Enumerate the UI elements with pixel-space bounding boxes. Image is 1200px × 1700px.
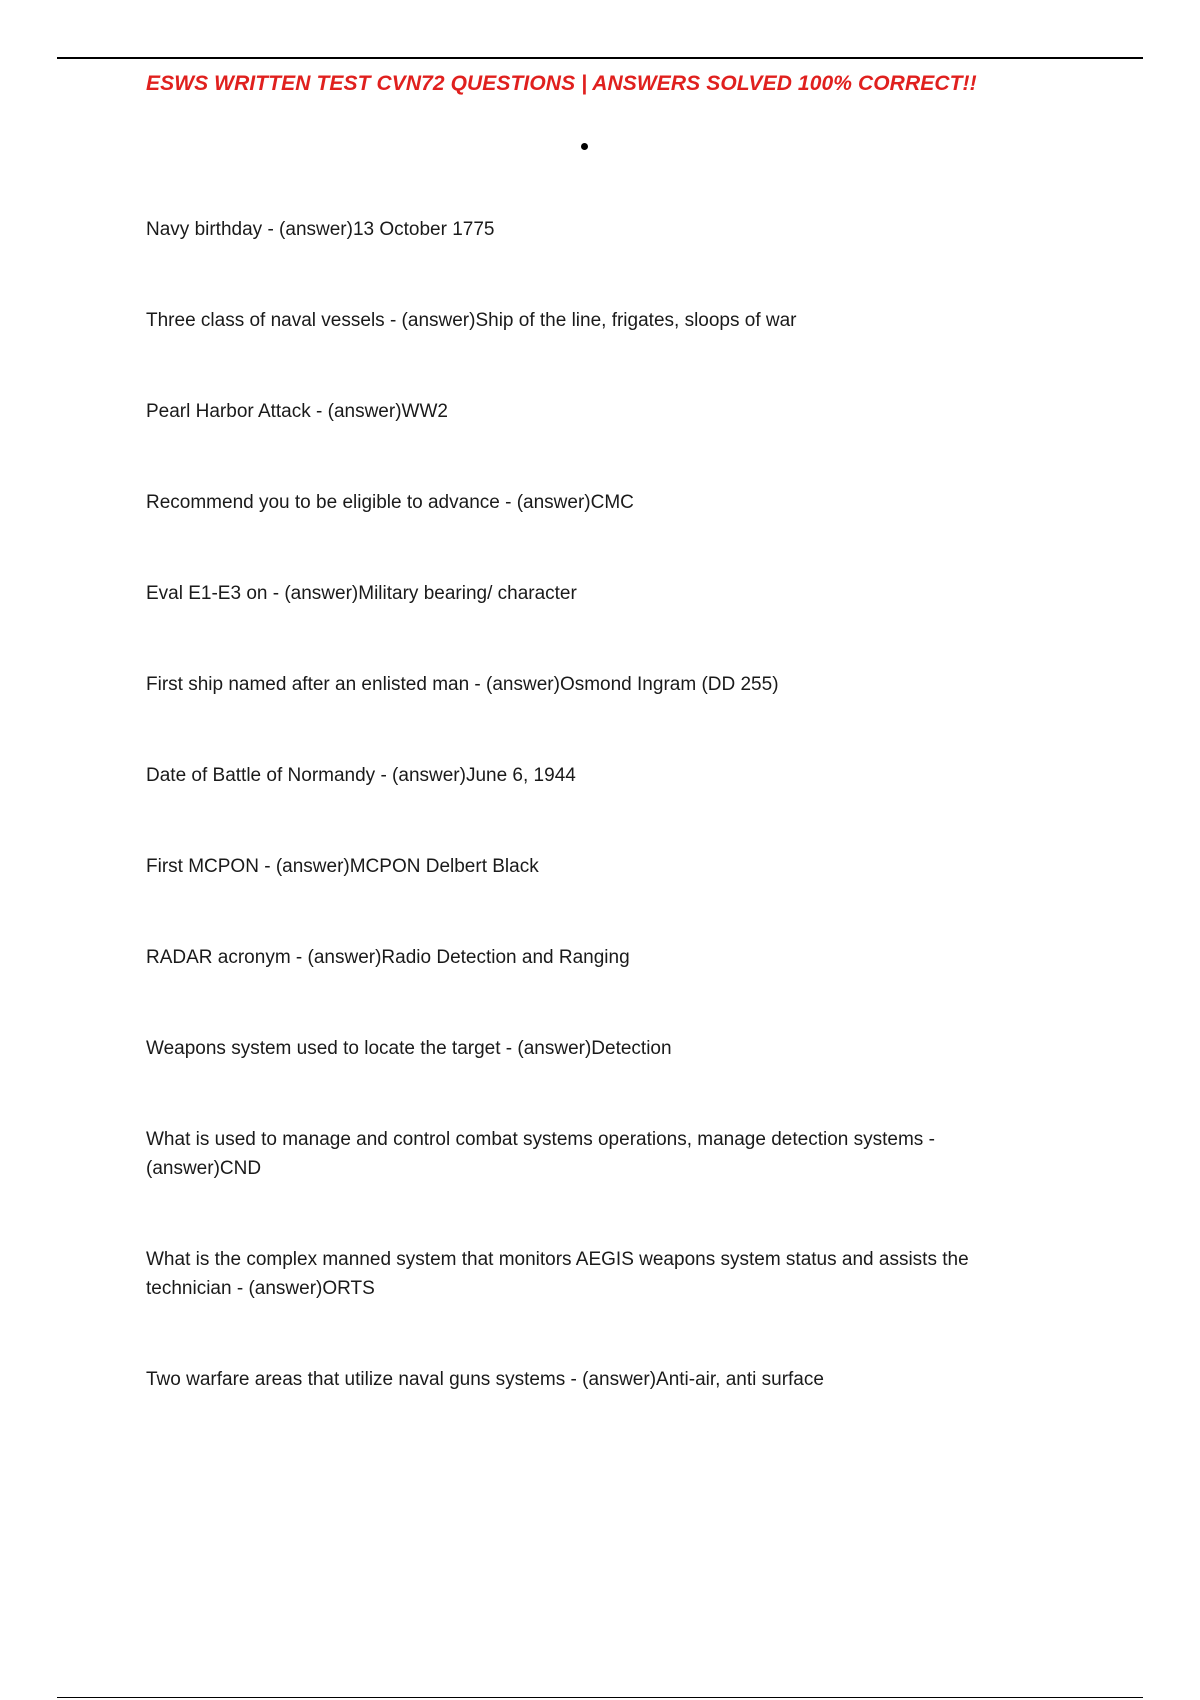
qa-item-navy-birthday: Navy birthday - (answer)13 October 1775 — [146, 219, 495, 240]
qa-list — [146, 215, 1046, 1456]
qa-item-eval-e1-e3: Eval E1-E3 on - (answer)Military bearing/ character — [146, 583, 577, 604]
qa-item-pearl-harbor: Pearl Harbor Attack - (answer)WW2 — [146, 401, 448, 422]
bottom-rule — [57, 1697, 1143, 1698]
qa-item-first-mcpon: First MCPON - (answer)MCPON Delbert Black — [146, 856, 539, 877]
qa-item-normandy-date: Date of Battle of Normandy - (answer)June 6, 1944 — [146, 765, 576, 786]
qa-item-cnd: What is used to manage and control combat systems operations, manage detection systems - (answer)CND — [146, 1129, 935, 1179]
qa-item-orts: What is the complex manned system that monitors AEGIS weapons system status and assists the technician - (answer)ORTS — [146, 1249, 969, 1299]
qa-item-radar-acronym: RADAR acronym - (answer)Radio Detection and Ranging — [146, 947, 630, 968]
qa-item-first-ship-enlisted: First ship named after an enlisted man - (answer)Osmond Ingram (DD 255) — [146, 674, 779, 695]
qa-item-advancement: Recommend you to be eligible to advance - (answer)CMC — [146, 492, 634, 513]
qa-item-naval-vessel-classes: Three class of naval vessels - (answer)Ship of the line, frigates, sloops of war — [146, 310, 797, 331]
top-rule — [57, 57, 1143, 59]
qa-item-weapons-detection: Weapons system used to locate the target - (answer)Detection — [146, 1038, 672, 1059]
qa-item-naval-guns: Two warfare areas that utilize naval guns systems - (answer)Anti-air, anti surface — [146, 1369, 824, 1390]
document-title: ESWS WRITTEN TEST CVN72 QUESTIONS | ANSWERS SOLVED 100% CORRECT!! — [146, 72, 977, 95]
bullet-marker — [581, 143, 588, 150]
